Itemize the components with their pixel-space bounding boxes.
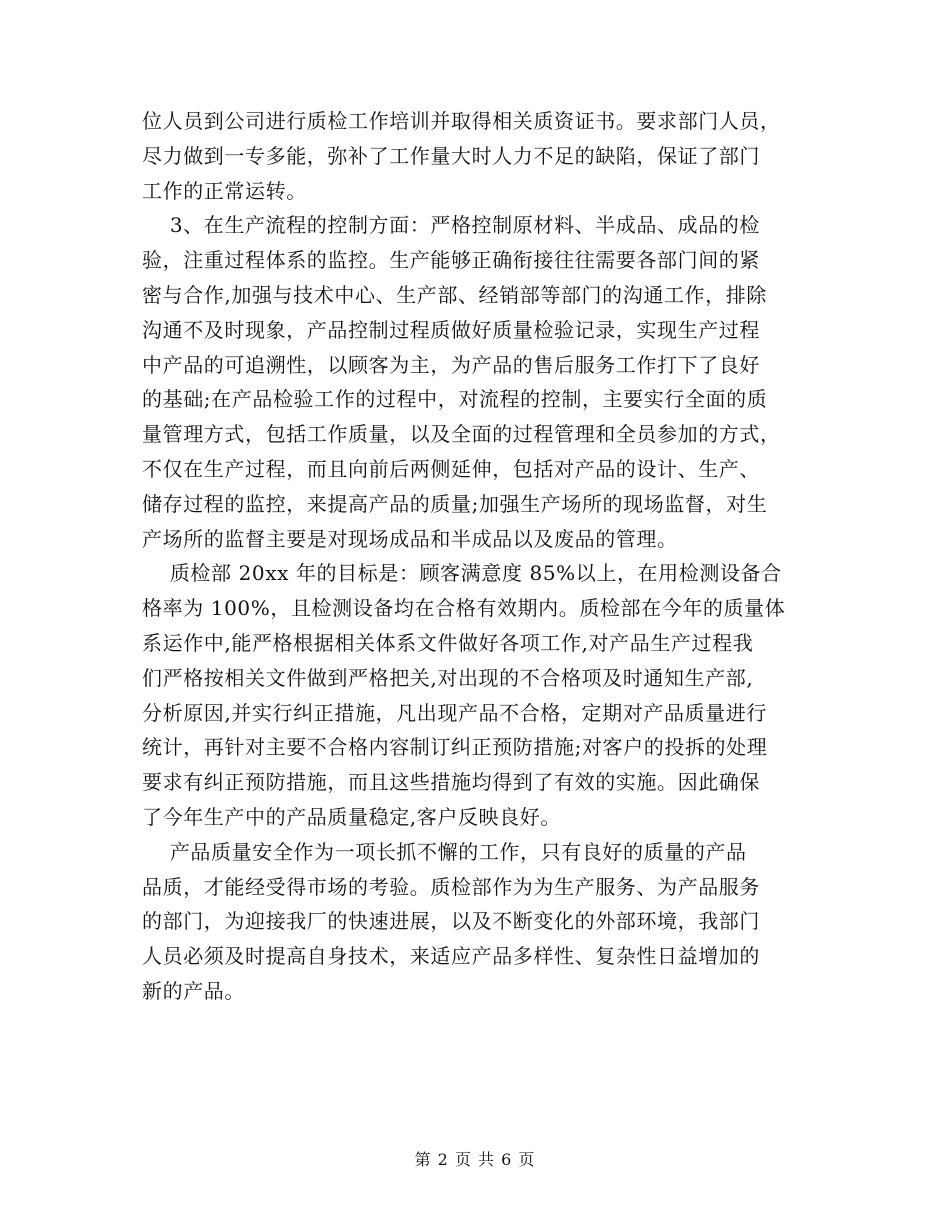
text-line: 统计，再针对主要不合格内容制订纠正预防措施;对客户的投拆的处理 [142,735,768,760]
text-line: 不仅在生产过程，而且向前后两侧延伸，包括对产品的设计、生产、 [142,456,760,481]
text-line: 的部门，为迎接我厂的快速进展，以及不断变化的外部环境，我部门 [142,909,760,934]
text-line: 格率为 100%，且检测设备均在合格有效期内。质检部在今年的质量体 [142,596,786,621]
text-line: 人员必须及时提高自身技术，来适应产品多样性、复杂性日益增加的 [142,944,760,969]
text-line: 要求有纠正预防措施，而且这些措施均得到了有效的实施。因此确保 [142,770,760,795]
text-line: 尽力做到一专多能，弥补了工作量大时人力不足的缺陷，保证了部门 [142,143,760,168]
text-line: 验，注重过程体系的监控。生产能够正确衔接往往需要各部门间的紧 [142,248,760,273]
page-footer [0,1148,950,1172]
text-line: 密与合作,加强与技术中心、生产部、经销部等部门的沟通工作，排除 [142,282,767,307]
text-line: 中产品的可追溯性，以顾客为主，为产品的售后服务工作打下了良好 [142,352,760,377]
text-line: 量管理方式，包括工作质量，以及全面的过程管理和全员参加的方式， [142,422,781,447]
text-line: 分析原因,并实行纠正措施，凡出现产品不合格，定期对产品质量进行 [142,700,767,725]
text-line: 产场所的监督主要是对现场成品和半成品以及废品的管理。 [142,526,678,551]
text-line: 们严格按相关文件做到严格把关,对出现的不合格项及时通知生产部, [142,665,754,690]
text-line: 了今年生产中的产品质量稳定,客户反映良好。 [142,804,561,829]
text-line: 储存过程的监控，来提高产品的质量;加强生产场所的现场监督，对生 [142,491,768,516]
text-line: 新的产品。 [142,978,245,1003]
page-number-label: 第 2 页 共 6 页 [414,1150,536,1169]
text-line: 位人员到公司进行质检工作培训并取得相关质资证书。要求部门人员， [142,109,781,133]
text-line: 的基础;在产品检验工作的过程中，对流程的控制，主要实行全面的质 [142,387,768,412]
text-line: 系运作中,能严格根据相关体系文件做好各项工作,对产品生产过程我 [142,630,754,655]
text-line: 品质，才能经受得市场的考验。质检部作为为生产服务、为产品服务 [142,874,760,899]
document-body [142,104,810,1009]
text-line: 产品质量安全作为一项长抓不懈的工作，只有良好的质量的产品 [142,839,747,864]
text-line: 沟通不及时现象，产品控制过程质做好质量检验记录，实现生产过程 [142,317,760,342]
text-line: 3、在生产流程的控制方面：严格控制原材料、半成品、成品的检 [142,213,760,238]
text-line: 工作的正常运转。 [142,178,307,203]
text-line: 质检部 20xx 年的目标是：顾客满意度 85%以上，在用检测设备合 [142,561,782,586]
